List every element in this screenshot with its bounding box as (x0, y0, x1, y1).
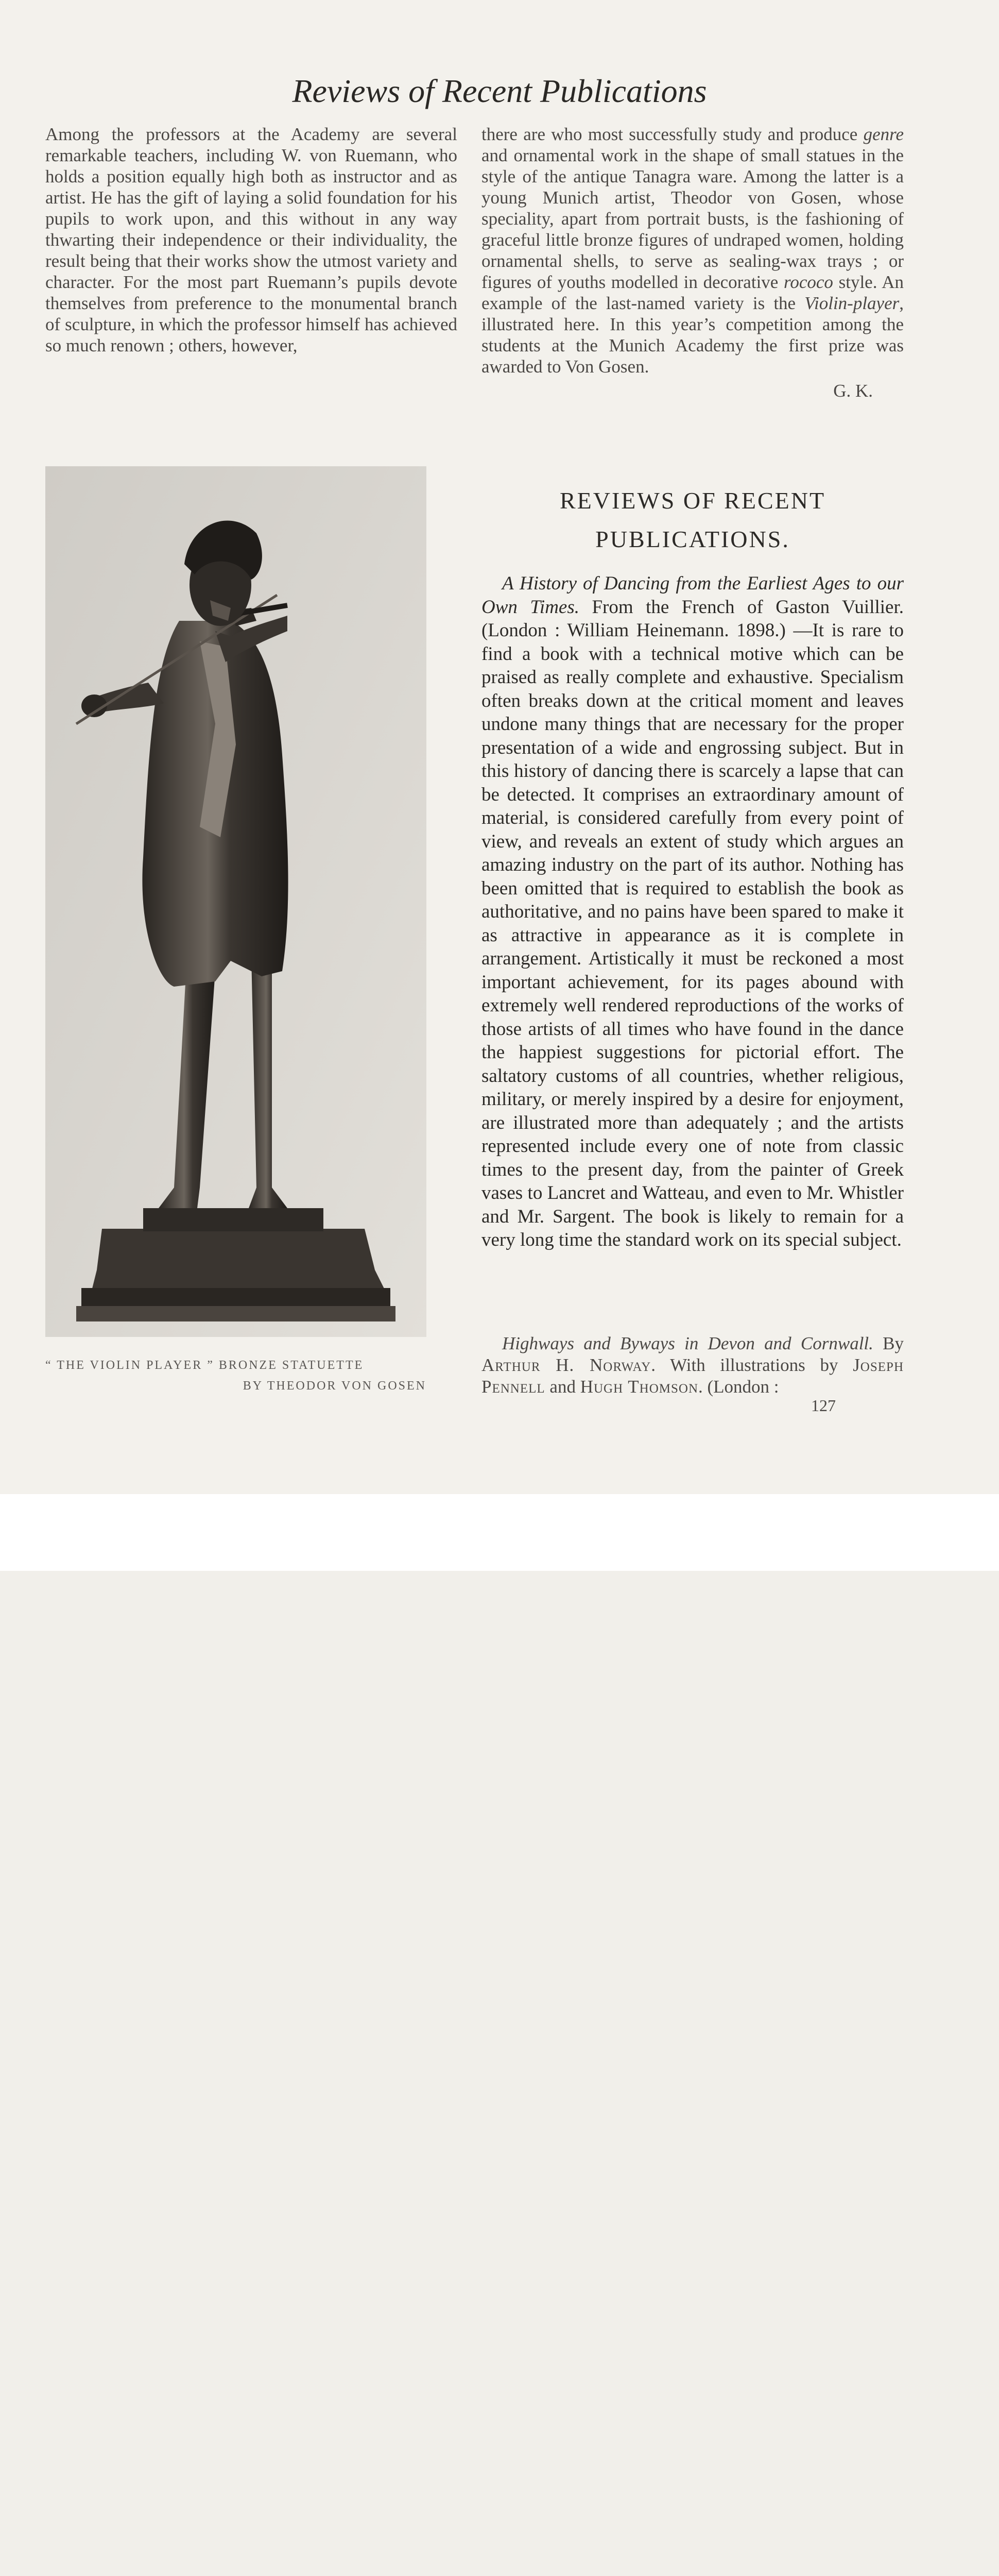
review-dancing (481, 572, 904, 1252)
left-column (45, 124, 457, 356)
book-title: A History of Dancing from the Earliest Ages to our Own Times. (481, 573, 904, 618)
caption-line1: “ THE VIOLIN PLAYER ” BRONZE STATUETTE (45, 1359, 364, 1372)
review-highways (481, 1333, 904, 1398)
right-column-intro (481, 124, 904, 401)
section-title-line1: REVIEWS OF RECENT (559, 487, 826, 514)
section-title-line2: PUBLICATIONS. (595, 526, 790, 552)
statuette-photograph (45, 466, 426, 1337)
running-head: Reviews of Recent Publications (292, 73, 707, 109)
signature: G. K. (833, 381, 873, 401)
review-highways-text: Highways and Byways in Devon and Cornwall. By Arthur H. Norway. With illustrations by Joseph Pennell and Hugh Thomson. (London : (481, 1333, 904, 1397)
review-dancing-text: A History of Dancing from the Earliest Ages to our Own Times. From the French of Gaston Vuillier. (London : William Heinemann. 1898.) —It is rare to find a book with a technical motive which can be praised as really complete and exhaustive. Specialism often breaks down at the critical moment and leaves undone many things that are necessary for the proper presentation of a wide and engrossing subject. But in this history of dancing there is scarcely a lapse that can be detected. It comprises an extraordinary amount of material, is considered carefully from every point of view, and reveals an extent of study which argues an amazing industry on the part of its author. Nothing has been omitted that is required to establish the book as authoritative, and no pains have been spared to make it as attractive in appearance as it is complete in arrangement. Artistically it must be reckoned a most important achievement, for its pages abound with extremely well rendered reproductions of the works of those artists of all times who have found in the dance the happiest suggestions for pictorial effort. The saltatory customs of all countries, whether religious, military, or merely inspired by a desire for enjoyment, are illustrated more than adequately ; and the artists represented include every one of note from classic times to the present day, from the painter of Greek vases to Lancret and Watteau, and even to Mr. Whistler and Mr. Sargent. The book is likely to remain for a very long time the standard work on its special subject. (481, 573, 904, 1250)
digitization-footer (0, 1494, 999, 1571)
intro-paragraph: there are who most successfully study and produce genre and ornamental work in the shape of small statues in the style of the antique Tanagra ware. Among the latter is a young Munich artist, Theodor von Gosen, whose speciality, apart from portrait busts, is the fashioning of graceful little bronze figures of undraped women, holding ornamental shells, to serve as sealing-wax trays ; or figures of youths modelled in decorative rococo style. An example of the last-named variety is the Violin-player, illustrated here. In this year’s competition among the students at the Munich Academy the first prize was awarded to Von Gosen. (481, 124, 904, 377)
caption-line2: BY THEODOR VON GOSEN (243, 1379, 426, 1393)
figure-caption (45, 1355, 426, 1396)
page-number: 127 (811, 1396, 836, 1415)
left-paragraph: Among the professors at the Academy are several remarkable teachers, including W. von Ruemann, who holds a position equally high both as instructor and as artist. He has the gift of laying a solid foundation for his pupils to work upon, and this without in any way thwarting their independence or their individuality, the result being that their works show the utmost variety and character. For the most part Ruemann’s pupils devote themselves from preference to the monumental branch of sculpture, in which the professor himself has achieved so much renown ; others, however, (45, 124, 457, 355)
book-title: Highways and Byways in Devon and Cornwall. (502, 1333, 873, 1353)
